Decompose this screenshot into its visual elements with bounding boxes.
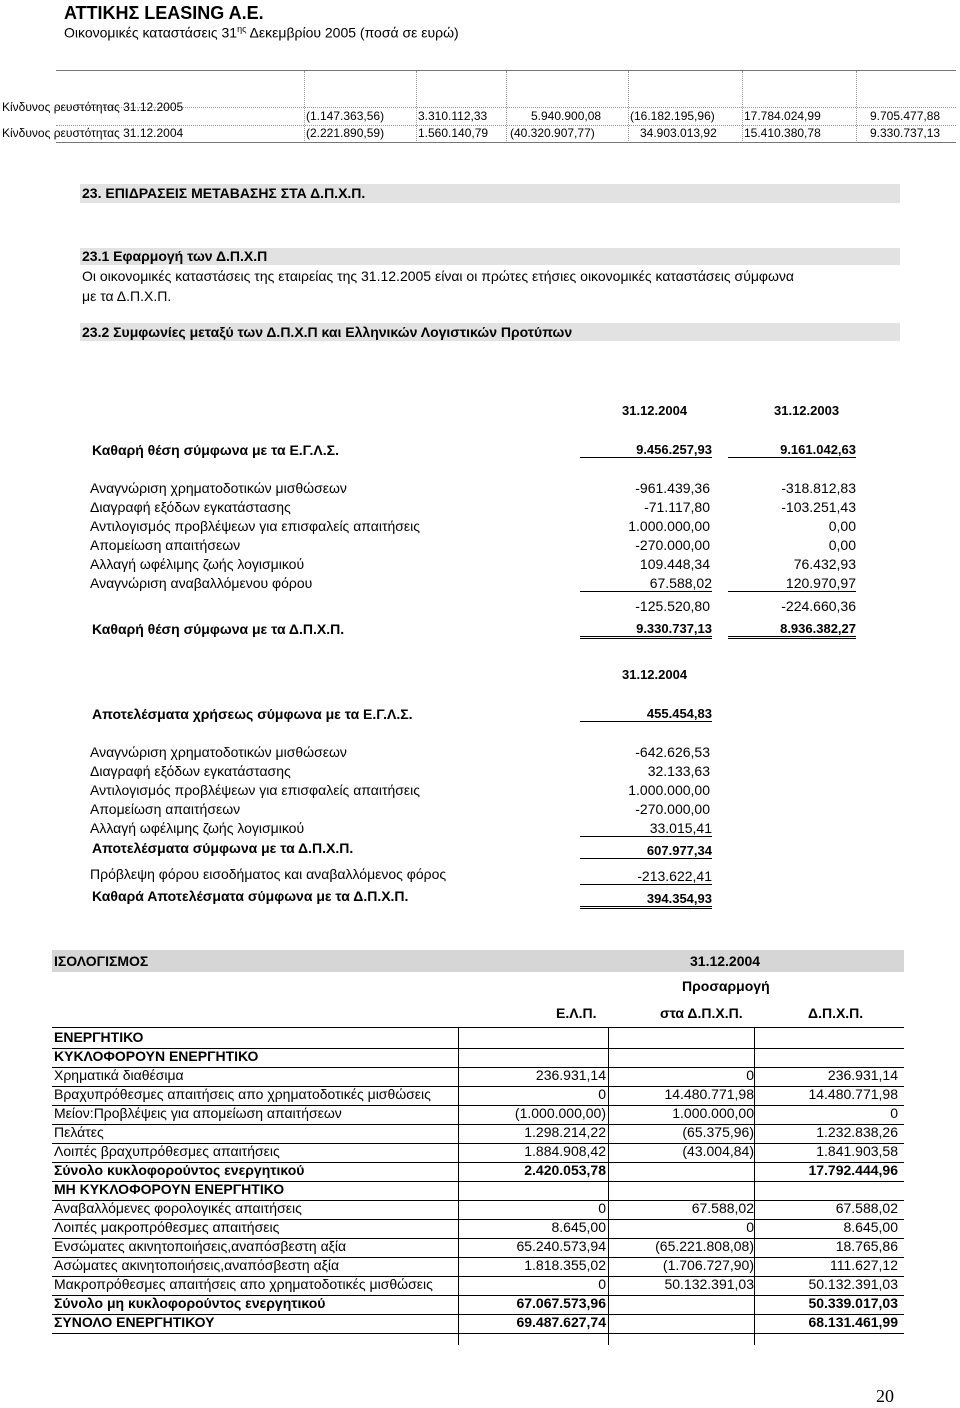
balance-row — [52, 1067, 904, 1085]
balance-row-ifrs: 18.765,86 — [835, 1238, 898, 1254]
balance-row-adjustment: 50.132.391,03 — [664, 1276, 754, 1292]
subtitle-pre: Οικονομικές καταστάσεις 31 — [64, 24, 238, 41]
balance-row-adjustment: (65.375,96) — [682, 1124, 754, 1140]
balance-row-ifrs: 111.627,12 — [830, 1257, 898, 1273]
liquidity-value: 1.560.140,79 — [418, 126, 489, 140]
liquidity-value: 3.310.112,33 — [418, 109, 488, 123]
balance-col-elp: Ε.Λ.Π. — [556, 1005, 597, 1021]
balance-row-elp: 0 — [598, 1276, 606, 1292]
balance-row-label: Λοιπές μακροπρόθεσμες απαιτήσεις — [54, 1219, 280, 1235]
balance-row-elp: 1.884.908,42 — [524, 1143, 606, 1159]
liquidity-value: (2.221.890,59) — [306, 126, 385, 140]
liquidity-value: (40.320.907,77) — [510, 126, 595, 140]
balance-row-ifrs: 67.588,02 — [835, 1200, 898, 1216]
balance-row-adjustment: 1.000.000,00 — [672, 1105, 754, 1121]
equity-col-header: 31.12.2003 — [774, 403, 840, 418]
results-adjustment-label: Αλλαγή ωφέλιμης ζωής λογισμικού — [90, 820, 305, 836]
liquidity-value: (1.147.363,56) — [306, 109, 385, 123]
equity-subtotal: -125.520,80 — [635, 598, 710, 614]
results-tax-label: Πρόβλεψη φόρου εισοδήματος και αναβαλλόμενος φόρος — [90, 866, 447, 882]
balance-row-adjustment: 14.480.771,98 — [664, 1086, 754, 1102]
results-net-value: 394.354,93 — [580, 891, 712, 909]
balance-row-ifrs: 1.232.838,26 — [816, 1124, 898, 1140]
equity-closing-label: Καθαρή θέση σύμφωνα με τα Δ.Π.Χ.Π. — [92, 621, 345, 637]
subsection-title: 23.2 Συμφωνίες μεταξύ των Δ.Π.Χ.Π και Ελληνικών Λογιστικών Προτύπων — [82, 324, 573, 340]
balance-title: ΙΣΟΛΟΓΙΣΜΟΣ — [54, 953, 149, 969]
liquidity-row-label: Κίνδυνος ρευστότητας 31.12.2004 — [2, 126, 184, 140]
equity-adjustment-value: 0,00 — [828, 518, 856, 534]
balance-date: 31.12.2004 — [690, 953, 761, 969]
liquidity-value: 9.705.477,88 — [870, 109, 941, 123]
balance-row — [52, 1162, 904, 1180]
equity-adjustment-value: 67.588,02 — [580, 575, 712, 592]
grid-line — [56, 125, 956, 126]
balance-adj-header-top: Προσαρμογή — [682, 978, 770, 994]
equity-opening-label: Καθαρή θέση σύμφωνα με τα Ε.Γ.Λ.Σ. — [92, 442, 339, 458]
equity-col-header: 31.12.2004 — [622, 403, 688, 418]
results-adjustment-value: -270.000,00 — [635, 801, 710, 817]
section-title: 23. ΕΠΙΔΡΑΣΕΙΣ ΜΕΤΑΒΑΣΗΣ ΣΤΑ Δ.Π.Χ.Π. — [82, 185, 366, 201]
liquidity-value: 5.940.900,08 — [531, 109, 602, 123]
page-number: 20 — [876, 1386, 894, 1406]
equity-adjustment-label: Διαγραφή εξόδων εγκατάστασης — [90, 499, 291, 515]
balance-row-label: Μείον:Προβλέψεις για απομείωση απαιτήσεων — [54, 1105, 342, 1121]
balance-row-adjustment: 67.588,02 — [691, 1200, 754, 1216]
balance-row-elp: 1.818.355,02 — [524, 1257, 606, 1273]
equity-adjustment-label: Αλλαγή ωφέλιμης ζωής λογισμικού — [90, 556, 305, 572]
equity-adjustment-label: Αντιλογισμός προβλέψεων για επισφαλείς απαιτήσεις — [90, 518, 421, 534]
balance-row-label: ΣΥΝΟΛΟ ΕΝΕΡΓΗΤΙΚΟΥ — [54, 1314, 215, 1330]
results-adjustment-value: 33.015,41 — [580, 820, 712, 837]
liquidity-table — [2, 70, 956, 143]
results-ifrs-value: 607.977,34 — [580, 843, 712, 859]
balance-row-ifrs: 0 — [890, 1105, 898, 1121]
balance-row — [52, 1029, 904, 1047]
balance-row — [52, 1257, 904, 1275]
balance-row — [52, 1314, 904, 1332]
balance-title-bar — [52, 950, 904, 972]
subsection-title-text: 23.1 Εφαρμογή των Δ.Π.Χ.Π — [82, 248, 268, 264]
balance-row-adjustment: (43.004,84) — [682, 1143, 754, 1159]
balance-row-label: Χρηματικά διαθέσιμα — [54, 1067, 184, 1083]
balance-row — [52, 1276, 904, 1294]
company-title: ΑΤΤΙΚΗΣ LEASING A.E. — [64, 3, 264, 23]
balance-row-label: ΜΗ ΚΥΚΛΟΦΟΡΟΥΝ ΕΝΕΡΓΗΤΙΚΟ — [54, 1181, 285, 1197]
balance-row-label: ΚΥΚΛΟΦΟΡΟΥΝ ΕΝΕΡΓΗΤΙΚΟ — [54, 1048, 259, 1064]
grid-line — [56, 142, 956, 143]
balance-row-label: Σύνολο κυκλοφορούντος ενεργητικού — [54, 1162, 305, 1178]
balance-row-elp: 0 — [598, 1200, 606, 1216]
balance-row — [52, 1200, 904, 1218]
balance-row-elp: 69.487.627,74 — [516, 1314, 606, 1330]
balance-row-elp: 67.067.573,96 — [516, 1295, 606, 1311]
results-adjustment-label: Διαγραφή εξόδων εγκατάστασης — [90, 763, 291, 779]
balance-row-ifrs: 50.132.391,03 — [808, 1276, 898, 1292]
balance-row-ifrs: 1.841.903,58 — [816, 1143, 898, 1159]
results-net-label: Καθαρά Αποτελέσματα σύμφωνα με τα Δ.Π.Χ.Π. — [92, 888, 409, 904]
equity-adjustment-value: -103.251,43 — [781, 499, 856, 515]
liquidity-row-label: Κίνδυνος ρευστότητας 31.12.2005 — [2, 100, 184, 114]
table-rule — [52, 1027, 904, 1028]
paragraph-line: Οι οικονομικές καταστάσεις της εταιρείας της 31.12.2005 είναι οι πρώτες ετήσιες οικονομικές καταστάσεις σύμφωνα — [82, 268, 795, 284]
equity-adjustment-value: -318.812,83 — [781, 480, 856, 496]
equity-adjustment-label: Αναγνώριση χρηματοδοτικών μισθώσεων — [90, 480, 347, 496]
balance-row-ifrs: 68.131.461,99 — [808, 1314, 898, 1330]
equity-adjustment-value: 120.970,97 — [728, 575, 856, 592]
equity-adjustment-value: -71.117,80 — [644, 499, 710, 515]
balance-row-elp: 65.240.573,94 — [516, 1238, 606, 1254]
balance-row — [52, 1238, 904, 1256]
results-col-header: 31.12.2004 — [622, 667, 688, 682]
equity-adjustment-label: Αναγνώριση αναβαλλόμενου φόρου — [90, 575, 313, 591]
subsection-title — [82, 248, 267, 264]
grid-line — [56, 107, 956, 108]
balance-row-label: Αναβαλλόμενες φορολογικές απαιτήσεις — [54, 1200, 302, 1216]
balance-row-elp: 2.420.053,78 — [524, 1162, 606, 1178]
equity-adjustment-value: 109.448,34 — [639, 556, 710, 572]
results-opening-label: Αποτελέσματα χρήσεως σύμφωνα με τα Ε.Γ.Λ.Σ. — [92, 706, 413, 722]
balance-row-ifrs: 8.645,00 — [843, 1219, 898, 1235]
equity-subtotal: -224.660,36 — [781, 598, 856, 614]
balance-row-label: Πελάτες — [54, 1124, 104, 1140]
results-adjustment-value: 1.000.000,00 — [628, 782, 710, 798]
equity-adjustment-value: 0,00 — [828, 537, 856, 553]
balance-row-elp: 1.298.214,22 — [524, 1124, 606, 1140]
results-adjustment-label: Απομείωση απαιτήσεων — [90, 801, 241, 817]
balance-row-ifrs: 17.792.444,96 — [808, 1162, 898, 1178]
balance-row-label: ΕΝΕΡΓΗΤΙΚΟ — [54, 1029, 144, 1045]
balance-row — [52, 1048, 904, 1066]
table-rule — [52, 1333, 904, 1334]
balance-row-adjustment: 0 — [746, 1067, 754, 1083]
balance-row — [52, 1143, 904, 1161]
balance-row-ifrs: 14.480.771,98 — [808, 1086, 898, 1102]
balance-row — [52, 1124, 904, 1142]
balance-row-label: Λοιπές βραχυπρόθεσμες απαιτήσεις — [54, 1143, 280, 1159]
balance-row-elp: 236.931,14 — [535, 1067, 606, 1083]
balance-col-ifrs: Δ.Π.Χ.Π. — [808, 1005, 864, 1021]
balance-row-ifrs: 50.339.017,03 — [808, 1295, 898, 1311]
equity-opening-value: 9.161.042,63 — [728, 442, 856, 458]
liquidity-value: 15.410.380,78 — [744, 126, 821, 140]
balance-row-elp: 0 — [598, 1086, 606, 1102]
balance-row — [52, 1105, 904, 1123]
balance-col-adj: στα Δ.Π.Χ.Π. — [660, 1005, 743, 1021]
balance-row — [52, 1219, 904, 1237]
balance-row-adjustment: 0 — [746, 1219, 754, 1235]
results-adjustment-value: -642.626,53 — [635, 744, 710, 760]
liquidity-value: 17.784.024,99 — [744, 109, 821, 123]
equity-adjustment-value: 1.000.000,00 — [628, 518, 710, 534]
balance-row-elp: (1.000.000,00) — [514, 1105, 606, 1121]
liquidity-value: (16.182.195,96) — [630, 109, 715, 123]
results-ifrs-label: Αποτελέσματα σύμφωνα με τα Δ.Π.Χ.Π. — [92, 840, 354, 856]
balance-row-label: Σύνολο μη κυκλοφορούντος ενεργητικού — [54, 1295, 326, 1311]
equity-adjustment-label: Απομείωση απαιτήσεων — [90, 537, 241, 553]
subtitle-post: Δεκεμβρίου 2005 (ποσά σε ευρώ) — [246, 24, 459, 41]
liquidity-value: 9.330.737,13 — [870, 126, 941, 140]
equity-opening-value: 9.456.257,93 — [580, 442, 712, 458]
balance-row-label: Ασώματες ακινητοποιήσεις,αναπόσβεστη αξία — [54, 1257, 340, 1273]
liquidity-value: 34.903.013,92 — [640, 126, 717, 140]
report-subtitle — [64, 24, 459, 41]
balance-row — [52, 1086, 904, 1104]
results-adjustment-label: Αντιλογισμός προβλέψεων για επισφαλείς απαιτήσεις — [90, 782, 421, 798]
equity-adjustment-value: -270.000,00 — [635, 537, 710, 553]
results-tax-value: -213.622,41 — [580, 868, 712, 885]
results-opening-value: 455.454,83 — [580, 706, 712, 722]
equity-closing-value: 9.330.737,13 — [580, 621, 712, 639]
equity-closing-value: 8.936.382,27 — [728, 621, 856, 639]
equity-adjustment-value: 76.432,93 — [793, 556, 856, 572]
results-adjustment-value: 32.133,63 — [647, 763, 710, 779]
balance-row-elp: 8.645,00 — [551, 1219, 606, 1235]
balance-row-label: Βραχυπρόθεσμες απαιτήσεις απο χρηματοδοτικές μισθώσεις — [54, 1086, 431, 1102]
subtitle-sup: ης — [237, 24, 247, 34]
balance-row-ifrs: 236.931,14 — [827, 1067, 898, 1083]
balance-row — [52, 1295, 904, 1313]
balance-row-label: Μακροπρόθεσμες απαιτήσεις απο χρηματοδοτικές μισθώσεις — [54, 1276, 433, 1292]
balance-row-adjustment: (65.221.808,08) — [655, 1238, 754, 1254]
results-adjustment-label: Αναγνώριση χρηματοδοτικών μισθώσεων — [90, 744, 347, 760]
paragraph-line: με τα Δ.Π.Χ.Π. — [82, 288, 172, 304]
balance-row — [52, 1181, 904, 1199]
balance-row-adjustment: (1.706.727,90) — [662, 1257, 754, 1273]
equity-adjustment-value: -961.439,36 — [635, 480, 710, 496]
balance-row-label: Ενσώματες ακινητοποιήσεις,αναπόσβεστη αξία — [54, 1238, 347, 1254]
